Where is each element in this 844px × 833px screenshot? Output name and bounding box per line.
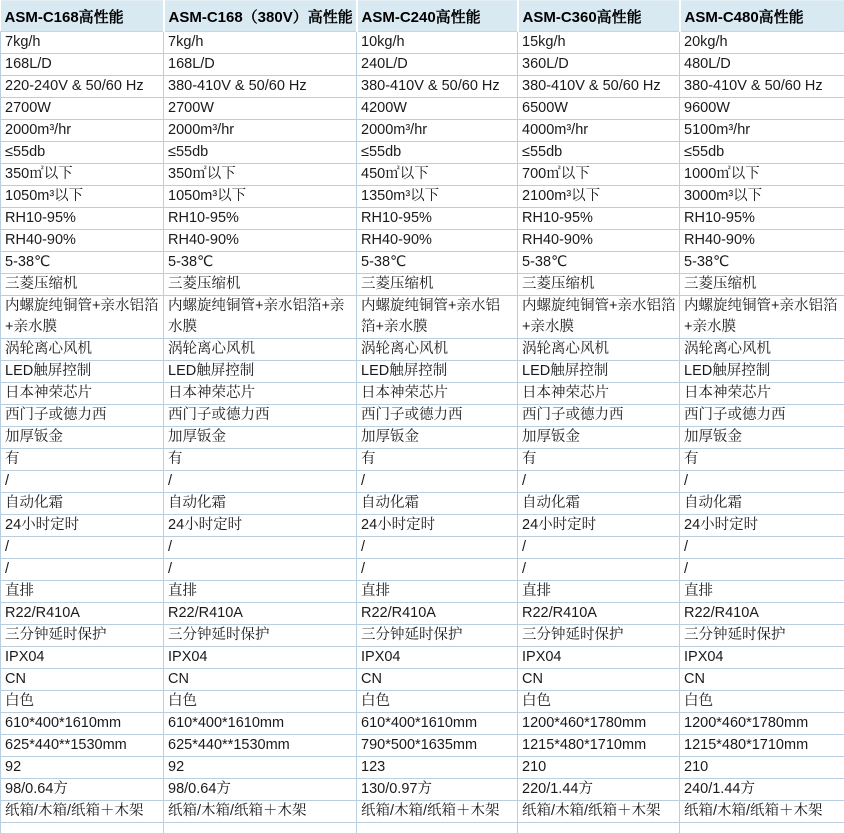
spec-cell: 西门子或德力西: [164, 405, 357, 427]
spec-cell: 3000m³以下: [680, 186, 844, 208]
spec-cell: /: [680, 559, 844, 581]
spec-cell: CN: [680, 669, 844, 691]
spec-cell: 700㎡以下: [518, 164, 680, 186]
spec-cell: LED触屏控制: [164, 361, 357, 383]
spec-cell: 1350m³以下: [357, 186, 518, 208]
spec-cell: IPX04: [1, 647, 164, 669]
spec-cell: /: [680, 537, 844, 559]
spec-cell: 西门子或德力西: [1, 405, 164, 427]
spec-cell: 纸箱/木箱/纸箱＋木架: [680, 801, 844, 823]
spec-cell: 涡轮离心风机: [680, 339, 844, 361]
spec-cell: IPX04: [357, 647, 518, 669]
spec-cell: 240/1.44方: [680, 779, 844, 801]
spec-cell: 6500W: [518, 98, 680, 120]
spec-cell: ≤55db: [357, 142, 518, 164]
spec-cell: 380-410V & 50/60 Hz: [518, 76, 680, 98]
spec-cell: 130/0.97方: [357, 779, 518, 801]
table-row: [1, 339, 844, 361]
spec-cell: 有: [518, 449, 680, 471]
spec-cell: 1200*460*1780mm: [680, 713, 844, 735]
spec-cell: 白色: [680, 691, 844, 713]
table-row: [1, 164, 844, 186]
spec-cell: [680, 823, 844, 833]
spec-cell: /: [164, 471, 357, 493]
spec-cell: 1215*480*1710mm: [680, 735, 844, 757]
spec-cell: 5-38℃: [357, 252, 518, 274]
spec-cell: 自动化霜: [518, 493, 680, 515]
spec-cell: LED触屏控制: [680, 361, 844, 383]
spec-cell: R22/R410A: [164, 603, 357, 625]
spec-cell: ≤55db: [518, 142, 680, 164]
spec-cell: R22/R410A: [1, 603, 164, 625]
spec-cell: 有: [357, 449, 518, 471]
spec-cell: 220/1.44方: [518, 779, 680, 801]
spec-cell: RH40-90%: [1, 230, 164, 252]
header-row: [1, 1, 844, 32]
spec-cell: 360L/D: [518, 54, 680, 76]
spec-cell: 日本神荣芯片: [357, 383, 518, 405]
spec-cell: [164, 823, 357, 833]
table-row: [1, 427, 844, 449]
table-row: [1, 296, 844, 339]
spec-cell: RH10-95%: [164, 208, 357, 230]
spec-cell: 380-410V & 50/60 Hz: [164, 76, 357, 98]
spec-cell: 有: [680, 449, 844, 471]
spec-cell: 内螺旋纯铜管+亲水铝箔+亲水膜: [518, 296, 680, 339]
spec-cell: 1050m³以下: [164, 186, 357, 208]
spec-cell: 24小时定时: [680, 515, 844, 537]
table-row: [1, 361, 844, 383]
spec-cell: 24小时定时: [518, 515, 680, 537]
table-row: [1, 186, 844, 208]
table-row: [1, 625, 844, 647]
spec-cell: 西门子或德力西: [680, 405, 844, 427]
table-row: [1, 493, 844, 515]
spec-cell: 三菱压缩机: [518, 274, 680, 296]
table-row: [1, 669, 844, 691]
spec-cell: ≤55db: [164, 142, 357, 164]
spec-cell: 7kg/h: [1, 32, 164, 54]
spec-cell: RH10-95%: [680, 208, 844, 230]
spec-cell: 24小时定时: [357, 515, 518, 537]
table-row: [1, 76, 844, 98]
spec-cell: /: [1, 537, 164, 559]
spec-cell: RH40-90%: [680, 230, 844, 252]
spec-cell: RH40-90%: [357, 230, 518, 252]
spec-cell: 三分钟延时保护: [680, 625, 844, 647]
spec-cell: 内螺旋纯铜管+亲水铝箔+亲水膜: [1, 296, 164, 339]
spec-cell: 三分钟延时保护: [518, 625, 680, 647]
spec-cell: 直排: [518, 581, 680, 603]
table-row: [1, 471, 844, 493]
spec-cell: CN: [357, 669, 518, 691]
spec-cell: RH10-95%: [518, 208, 680, 230]
spec-cell: R22/R410A: [680, 603, 844, 625]
spec-cell: [518, 823, 680, 833]
spec-cell: 480L/D: [680, 54, 844, 76]
spec-cell: IPX04: [164, 647, 357, 669]
spec-cell: 涡轮离心风机: [518, 339, 680, 361]
spec-cell: 涡轮离心风机: [164, 339, 357, 361]
spec-cell: 加厚钣金: [1, 427, 164, 449]
spec-cell: 自动化霜: [164, 493, 357, 515]
spec-cell: /: [518, 559, 680, 581]
column-header: ASM-C480高性能: [680, 1, 844, 32]
table-row: [1, 449, 844, 471]
spec-cell: 1200*460*1780mm: [518, 713, 680, 735]
spec-cell: 日本神荣芯片: [1, 383, 164, 405]
spec-cell: /: [518, 471, 680, 493]
table-header: [1, 1, 844, 32]
spec-cell: 有: [1, 449, 164, 471]
table-row: [1, 603, 844, 625]
spec-cell: 2700W: [1, 98, 164, 120]
spec-cell: 5-38℃: [518, 252, 680, 274]
spec-cell: 直排: [357, 581, 518, 603]
spec-cell: 2700W: [164, 98, 357, 120]
spec-cell: 210: [518, 757, 680, 779]
spec-cell: 三分钟延时保护: [357, 625, 518, 647]
table-row: [1, 713, 844, 735]
spec-cell: 内螺旋纯铜管+亲水铝箔+亲水膜: [357, 296, 518, 339]
spec-cell: RH10-95%: [357, 208, 518, 230]
spec-cell: 西门子或德力西: [518, 405, 680, 427]
spec-cell: ≤55db: [680, 142, 844, 164]
table-row: [1, 383, 844, 405]
table-row: [1, 801, 844, 823]
table-body: [1, 32, 844, 833]
spec-cell: 纸箱/木箱/纸箱＋木架: [357, 801, 518, 823]
spec-cell: R22/R410A: [518, 603, 680, 625]
spec-cell: /: [164, 537, 357, 559]
spec-cell: [1, 823, 164, 833]
spec-cell: 三分钟延时保护: [1, 625, 164, 647]
spec-cell: 9600W: [680, 98, 844, 120]
spec-cell: 三菱压缩机: [164, 274, 357, 296]
spec-cell: 20kg/h: [680, 32, 844, 54]
spec-cell: 白色: [1, 691, 164, 713]
spec-cell: 纸箱/木箱/纸箱＋木架: [1, 801, 164, 823]
spec-cell: 三菱压缩机: [357, 274, 518, 296]
spec-cell: 1050m³以下: [1, 186, 164, 208]
spec-cell: 内螺旋纯铜管+亲水铝箔+亲水膜: [680, 296, 844, 339]
spec-cell: 日本神荣芯片: [164, 383, 357, 405]
spec-cell: /: [518, 537, 680, 559]
spec-cell: 24小时定时: [1, 515, 164, 537]
spec-cell: R22/R410A: [357, 603, 518, 625]
table-row: [1, 537, 844, 559]
spec-cell: CN: [164, 669, 357, 691]
spec-cell: 西门子或德力西: [357, 405, 518, 427]
spec-cell: LED触屏控制: [1, 361, 164, 383]
spec-cell: 白色: [357, 691, 518, 713]
table-row: [1, 274, 844, 296]
spec-cell: 自动化霜: [680, 493, 844, 515]
spec-cell: RH10-95%: [1, 208, 164, 230]
spec-cell: 123: [357, 757, 518, 779]
table-row: [1, 230, 844, 252]
spec-cell: 纸箱/木箱/纸箱＋木架: [164, 801, 357, 823]
spec-cell: 内螺旋纯铜管+亲水铝箔+亲水膜: [164, 296, 357, 339]
table-row: [1, 120, 844, 142]
spec-cell: 白色: [164, 691, 357, 713]
spec-cell: 610*400*1610mm: [1, 713, 164, 735]
spec-cell: 210: [680, 757, 844, 779]
spec-cell: 自动化霜: [357, 493, 518, 515]
spec-cell: 1215*480*1710mm: [518, 735, 680, 757]
spec-cell: 涡轮离心风机: [357, 339, 518, 361]
spec-cell: 380-410V & 50/60 Hz: [680, 76, 844, 98]
table-row: [1, 54, 844, 76]
spec-cell: 4200W: [357, 98, 518, 120]
table-row: [1, 647, 844, 669]
spec-cell: CN: [518, 669, 680, 691]
spec-cell: 450㎡以下: [357, 164, 518, 186]
spec-cell: /: [680, 471, 844, 493]
spec-cell: LED触屏控制: [518, 361, 680, 383]
spec-cell: 625*440**1530mm: [1, 735, 164, 757]
table-row: [1, 252, 844, 274]
spec-cell: 7kg/h: [164, 32, 357, 54]
table-row: [1, 691, 844, 713]
spec-cell: 加厚钣金: [680, 427, 844, 449]
spec-cell: RH40-90%: [518, 230, 680, 252]
spec-cell: 15kg/h: [518, 32, 680, 54]
spec-cell: 直排: [1, 581, 164, 603]
spec-cell: 三菱压缩机: [1, 274, 164, 296]
table-row: [1, 208, 844, 230]
spec-cell: 日本神荣芯片: [518, 383, 680, 405]
spec-cell: 380-410V & 50/60 Hz: [357, 76, 518, 98]
table-row: [1, 823, 844, 833]
spec-cell: 92: [164, 757, 357, 779]
spec-cell: 加厚钣金: [164, 427, 357, 449]
spec-cell: RH40-90%: [164, 230, 357, 252]
spec-cell: 240L/D: [357, 54, 518, 76]
spec-cell: IPX04: [680, 647, 844, 669]
spec-cell: /: [357, 471, 518, 493]
spec-cell: 610*400*1610mm: [357, 713, 518, 735]
table-row: [1, 515, 844, 537]
spec-cell: 日本神荣芯片: [680, 383, 844, 405]
spec-cell: 5-38℃: [1, 252, 164, 274]
spec-cell: 加厚钣金: [518, 427, 680, 449]
spec-cell: 加厚钣金: [357, 427, 518, 449]
spec-cell: /: [1, 559, 164, 581]
spec-cell: 纸箱/木箱/纸箱＋木架: [518, 801, 680, 823]
spec-cell: 直排: [164, 581, 357, 603]
spec-cell: 350㎡以下: [1, 164, 164, 186]
table-row: [1, 559, 844, 581]
spec-cell: 5-38℃: [164, 252, 357, 274]
spec-cell: 98/0.64方: [164, 779, 357, 801]
spec-cell: 白色: [518, 691, 680, 713]
spec-cell: 2000m³/hr: [1, 120, 164, 142]
spec-cell: 168L/D: [164, 54, 357, 76]
spec-cell: 610*400*1610mm: [164, 713, 357, 735]
column-header: ASM-C168（380V）高性能: [164, 1, 357, 32]
spec-cell: /: [357, 559, 518, 581]
spec-cell: 92: [1, 757, 164, 779]
table-row: [1, 142, 844, 164]
spec-cell: 350㎡以下: [164, 164, 357, 186]
spec-cell: /: [1, 471, 164, 493]
spec-cell: [357, 823, 518, 833]
column-header: ASM-C168高性能: [1, 1, 164, 32]
spec-cell: 1000㎡以下: [680, 164, 844, 186]
spec-cell: 三菱压缩机: [680, 274, 844, 296]
table-row: [1, 581, 844, 603]
table-row: [1, 98, 844, 120]
spec-cell: ≤55db: [1, 142, 164, 164]
table-row: [1, 735, 844, 757]
spec-cell: 5-38℃: [680, 252, 844, 274]
spec-cell: 涡轮离心风机: [1, 339, 164, 361]
spec-cell: 2100m³以下: [518, 186, 680, 208]
spec-cell: 625*440**1530mm: [164, 735, 357, 757]
spec-cell: 24小时定时: [164, 515, 357, 537]
column-header: ASM-C240高性能: [357, 1, 518, 32]
spec-cell: 直排: [680, 581, 844, 603]
spec-cell: CN: [1, 669, 164, 691]
spec-cell: 2000m³/hr: [357, 120, 518, 142]
table-row: [1, 32, 844, 54]
spec-cell: 98/0.64方: [1, 779, 164, 801]
table-row: [1, 405, 844, 427]
spec-cell: 自动化霜: [1, 493, 164, 515]
spec-cell: 220-240V & 50/60 Hz: [1, 76, 164, 98]
spec-cell: 10kg/h: [357, 32, 518, 54]
spec-cell: /: [164, 559, 357, 581]
table-row: [1, 757, 844, 779]
spec-cell: 4000m³/hr: [518, 120, 680, 142]
spec-cell: 有: [164, 449, 357, 471]
column-header: ASM-C360高性能: [518, 1, 680, 32]
spec-cell: 三分钟延时保护: [164, 625, 357, 647]
spec-cell: 2000m³/hr: [164, 120, 357, 142]
spec-cell: 168L/D: [1, 54, 164, 76]
spec-cell: 5100m³/hr: [680, 120, 844, 142]
spec-cell: LED触屏控制: [357, 361, 518, 383]
spec-cell: /: [357, 537, 518, 559]
spec-cell: IPX04: [518, 647, 680, 669]
table-row: [1, 779, 844, 801]
spec-cell: 790*500*1635mm: [357, 735, 518, 757]
